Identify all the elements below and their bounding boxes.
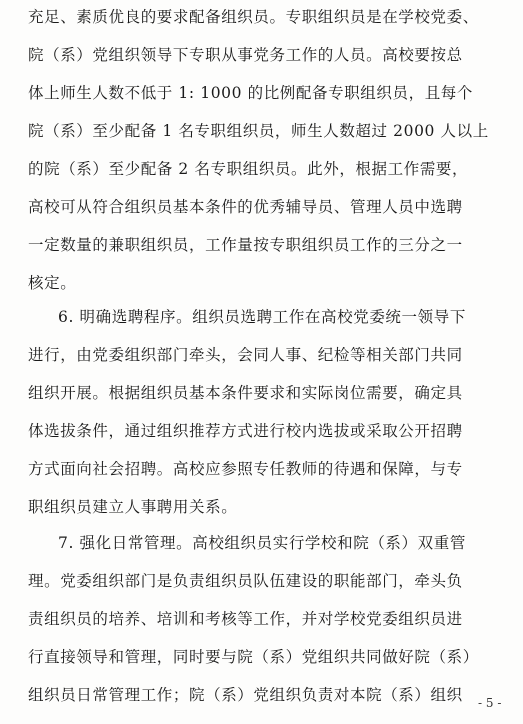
text-line: 组织开展。根据组织员基本条件要求和实际岗位需要，确定具 xyxy=(28,384,463,402)
text-line: 行直接领导和管理，同时要与院（系）党组织共同做好院（系） xyxy=(28,648,479,666)
text-line: 核定。 xyxy=(28,274,77,292)
text-line: 职组织员建立人事聘用关系。 xyxy=(28,498,238,516)
text-line: 高校可从符合组织员基本条件的优秀辅导员、管理人员中选聘 xyxy=(28,198,463,216)
text-line: 组织员日常管理工作；院（系）党组织负责对本院（系）组织 xyxy=(28,686,463,704)
text-line: 体选拔条件，通过组织推荐方式进行校内选拔或采取公开招聘 xyxy=(28,422,463,440)
text-line: 进行，由党委组织部门牵头，会同人事、纪检等相关部门共同 xyxy=(28,346,463,364)
text-line: 方式面向社会招聘。高校应参照专任教师的待遇和保障，与专 xyxy=(28,460,463,478)
text-line: 一定数量的兼职组织员，工作量按专职组织员工作的三分之一 xyxy=(28,236,463,254)
text-line: 责组织员的培养、培训和考核等工作，并对学校党委组织员进 xyxy=(28,610,463,628)
text-line: 的院（系）至少配备 2 名专职组织员。此外，根据工作需要， xyxy=(28,160,469,178)
paragraph-6-heading-line: 6. 明确选聘程序。组织员选聘工作在高校党委统一领导下 xyxy=(58,308,466,326)
text-line: 体上师生人数不低于 1: 1000 的比例配备专职组织员，且每个 xyxy=(28,84,474,102)
paragraph-7-heading-line: 7. 强化日常管理。高校组织员实行学校和院（系）双重管 xyxy=(58,534,466,552)
text-line: 充足、素质优良的要求配备组织员。专职组织员是在学校党委、 xyxy=(28,8,479,26)
text-line: 院（系）至少配备 1 名专职组织员，师生人数超过 2000 人以上 xyxy=(28,122,489,140)
text-line: 理。党委组织部门是负责组织员队伍建设的职能部门，牵头负 xyxy=(28,572,463,590)
page-number: - 5 - xyxy=(478,696,502,710)
text-line: 院（系）党组织领导下专职从事党务工作的人员。高校要按总 xyxy=(28,46,463,64)
